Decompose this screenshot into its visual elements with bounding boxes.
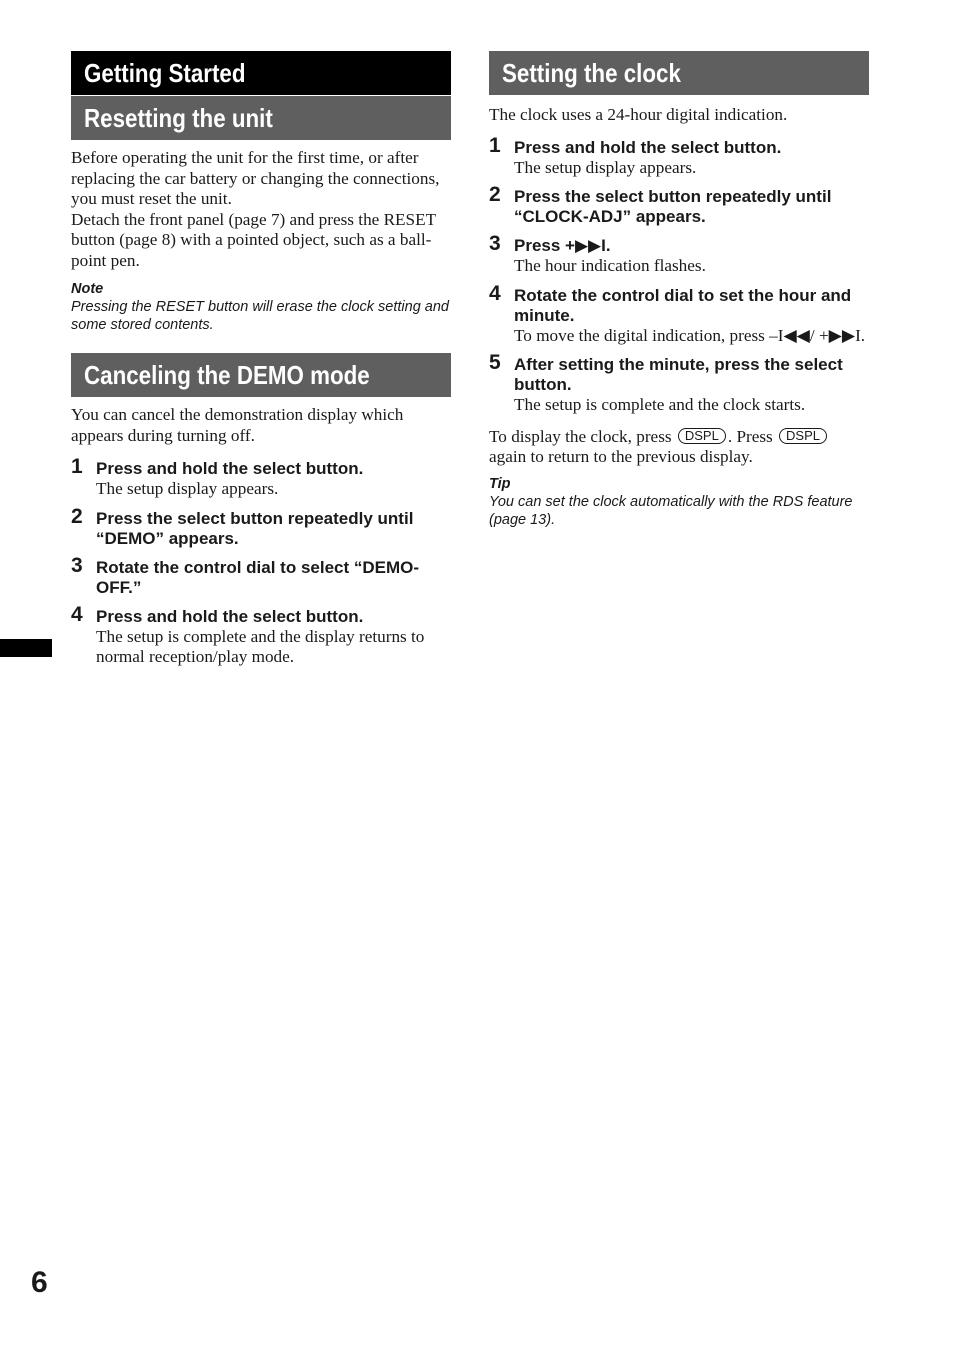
reset-paragraph-2: Detach the front panel (page 7) and press the RESET button (page 8) with a pointed object, such as a ball-point pen. (71, 209, 436, 270)
demo-step-3 (71, 553, 451, 598)
step-number: 1 (71, 455, 83, 478)
tip-text: You can set the clock automatically with the RDS feature (page 13). (489, 493, 853, 528)
note-label: Note (71, 281, 104, 297)
page-number: 6 (31, 1266, 48, 1299)
step-description: The setup display appears. (96, 479, 279, 498)
right-column (489, 51, 869, 529)
display-text-a: To display the clock, press (489, 426, 672, 446)
section-tab-marker (0, 639, 52, 657)
step-description: The setup is complete and the display returns to normal reception/play mode. (96, 626, 425, 666)
step-number: 3 (489, 232, 501, 255)
step-title: Press and hold the select button. (514, 137, 782, 157)
tip-label: Tip (489, 475, 511, 492)
demo-intro: You can cancel the demonstration display which appears during turning off. (71, 405, 404, 445)
clock-step-2 (489, 183, 869, 227)
step-description: To move the digital indication, press –I◀◀/ +▶▶I. (514, 325, 866, 345)
step-number: 3 (71, 553, 83, 577)
step-number: 5 (489, 351, 501, 374)
dspl-button-icon: DSPL (779, 428, 827, 444)
display-clock-paragraph (489, 427, 869, 468)
reset-heading: Resetting the unit (71, 96, 451, 140)
clock-intro: The clock uses a 24-hour digital indication. (489, 105, 788, 124)
reset-paragraph-1: Before operating the unit for the first time, or after replacing the car battery or changing the connections, you must reset the unit. (71, 148, 440, 208)
clock-step-5 (489, 351, 869, 416)
display-text-c: again to return to the previous display. (489, 447, 753, 466)
clock-step-1 (489, 133, 869, 179)
clock-heading: Setting the clock (489, 51, 869, 95)
demo-step-1 (71, 455, 451, 500)
step-title: Press the select button repeatedly until “CLOCK-ADJ” appears. (514, 187, 832, 226)
step-number: 1 (489, 133, 501, 157)
step-title: Press +▶▶I. (514, 236, 611, 255)
demo-step-4 (71, 602, 451, 668)
step-description: The setup is complete and the clock starts. (514, 395, 806, 414)
step-title: Press and hold the select button. (96, 606, 364, 626)
step-description: The setup display appears. (514, 157, 697, 177)
step-number: 4 (489, 281, 501, 305)
demo-heading: Canceling the DEMO mode (71, 353, 451, 397)
demo-step-2 (71, 504, 451, 549)
section-title: Getting Started (71, 51, 451, 95)
note-text: Pressing the RESET button will erase the clock setting and some stored contents. (71, 299, 449, 333)
step-number: 4 (71, 602, 83, 626)
step-title: Rotate the control dial to set the hour and minute. (514, 285, 852, 325)
display-text-b: . Press (727, 426, 773, 446)
left-column (71, 51, 451, 668)
step-number: 2 (489, 183, 501, 206)
step-title: Rotate the control dial to select “DEMO-OFF.” (96, 557, 420, 597)
clock-step-3 (489, 232, 869, 277)
step-number: 2 (71, 504, 83, 528)
step-title: Press the select button repeatedly until “DEMO” appears. (96, 508, 414, 548)
step-title: After setting the minute, press the select button. (514, 355, 843, 394)
clock-step-4 (489, 281, 869, 347)
step-description: The hour indication flashes. (514, 256, 706, 275)
dspl-button-icon: DSPL (678, 428, 726, 444)
step-title: Press and hold the select button. (96, 459, 364, 478)
